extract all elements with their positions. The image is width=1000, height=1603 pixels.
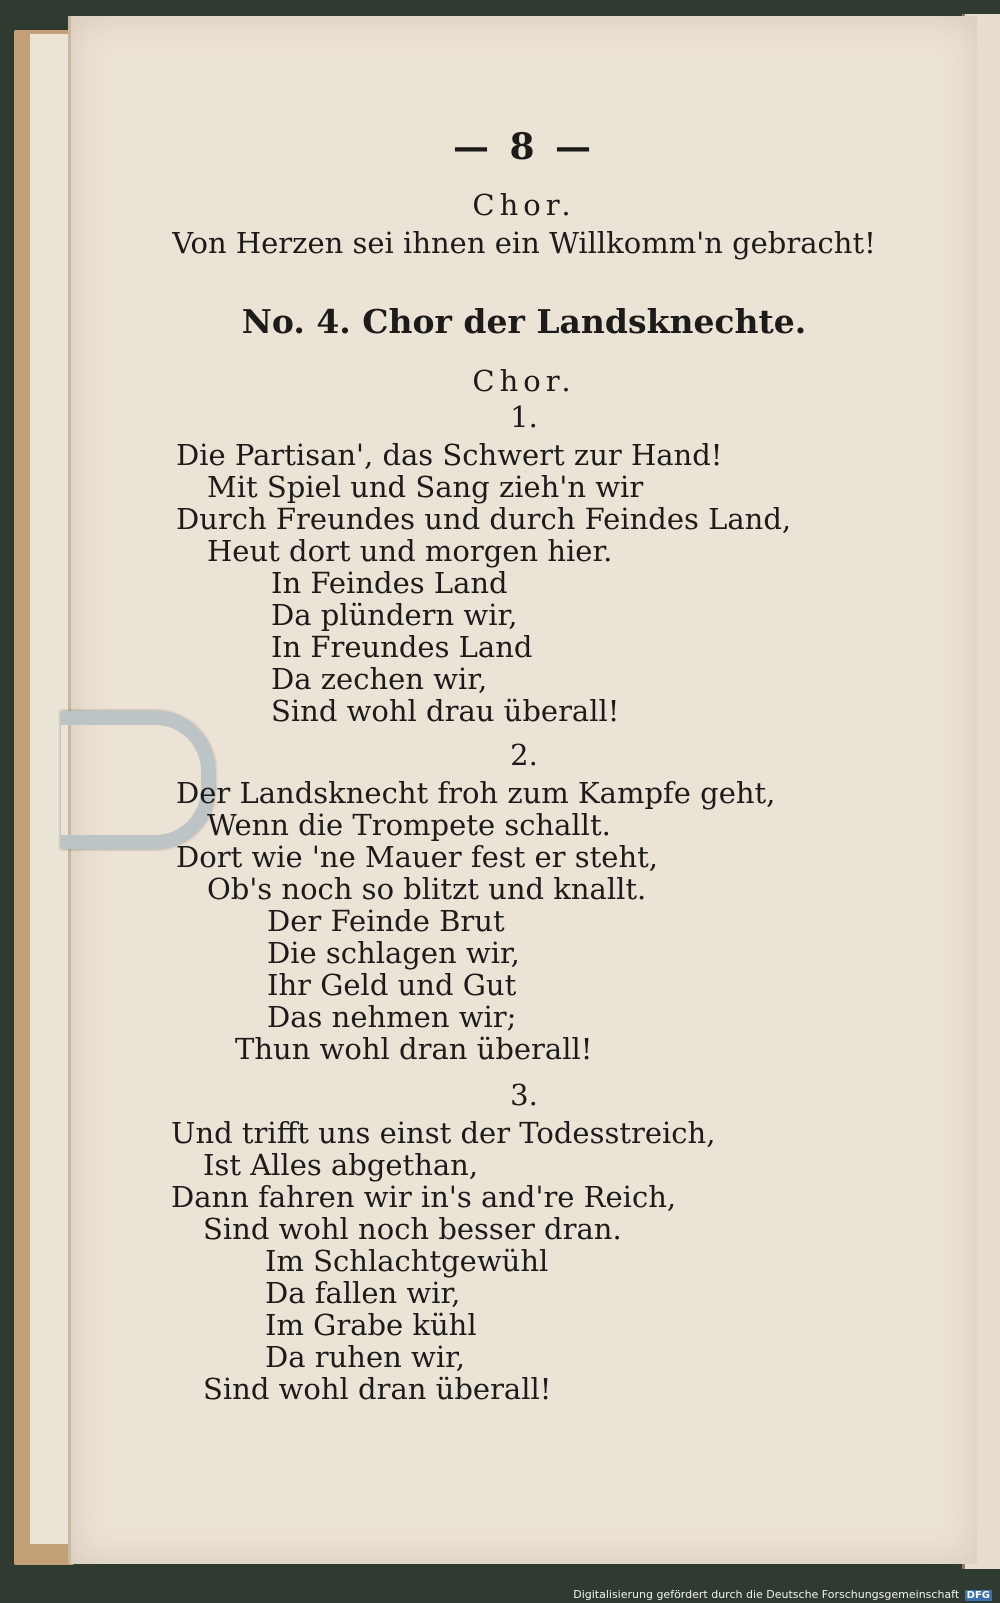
verse-line: Das nehmen wir; xyxy=(267,1000,517,1034)
verse-line: Sind wohl dran überall! xyxy=(203,1372,552,1406)
verse-line: Sind wohl noch besser dran. xyxy=(203,1212,622,1246)
verse-line: Sind wohl drau überall! xyxy=(271,694,620,728)
verse-number: 1. xyxy=(510,400,538,434)
verse-line: Wenn die Trompete schallt. xyxy=(207,808,611,842)
verse-line: Ist Alles abgethan, xyxy=(203,1148,479,1182)
page-number: — 8 — xyxy=(452,126,596,168)
chor-label: Chor. xyxy=(472,364,576,398)
section-heading: No. 4. Chor der Landsknechte. xyxy=(241,302,807,341)
verse-line: Der Landsknecht froh zum Kampfe geht, xyxy=(176,776,776,810)
verse-number: 2. xyxy=(510,738,538,772)
verse-line: Mit Spiel und Sang zieh'n wir xyxy=(207,470,644,504)
verse-line: Ihr Geld und Gut xyxy=(267,968,517,1002)
book-page xyxy=(68,16,977,1564)
chor-label: Chor. xyxy=(472,188,576,222)
verse-line: Da fallen wir, xyxy=(265,1276,461,1310)
credit-text: Digitalisierung gefördert durch die Deutsche Forschungsgemeinschaft xyxy=(573,1588,960,1601)
digitization-credit xyxy=(573,1588,992,1601)
verse-line: Da plündern wir, xyxy=(271,598,518,632)
verse-line: Im Schlachtgewühl xyxy=(265,1244,549,1278)
verse-line: In Freundes Land xyxy=(271,630,533,664)
verse-line: In Feindes Land xyxy=(271,566,508,600)
verse-line: Dann fahren wir in's and're Reich, xyxy=(171,1180,677,1214)
verse-line: Dort wie 'ne Mauer fest er steht, xyxy=(176,840,658,874)
verse-line: Ob's noch so blitzt und knallt. xyxy=(207,872,647,906)
verse-line: Im Grabe kühl xyxy=(265,1308,477,1342)
dfg-logo: DFG xyxy=(966,1590,990,1601)
verse-line: Da ruhen wir, xyxy=(265,1340,466,1374)
chor-line: Von Herzen sei ihnen ein Willkomm'n gebracht! xyxy=(172,226,876,260)
verse-line: Der Feinde Brut xyxy=(267,904,505,938)
verse-number: 3. xyxy=(510,1078,538,1112)
verse-line: Die schlagen wir, xyxy=(267,936,520,970)
verse-line: Heut dort und morgen hier. xyxy=(207,534,613,568)
verse-line: Thun wohl dran überall! xyxy=(235,1032,593,1066)
verse-line: Da zechen wir, xyxy=(271,662,488,696)
verse-line: Und trifft uns einst der Todesstreich, xyxy=(171,1116,716,1150)
verse-line: Die Partisan', das Schwert zur Hand! xyxy=(176,438,723,472)
verse-line: Durch Freundes und durch Feindes Land, xyxy=(176,502,792,536)
